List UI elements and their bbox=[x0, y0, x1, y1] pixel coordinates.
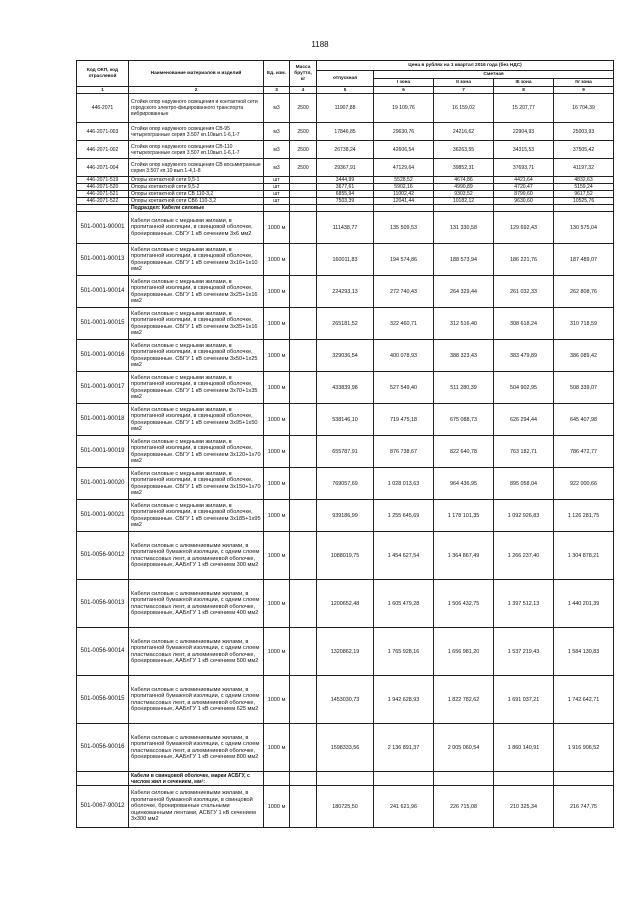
cell-name: Опоры контактной сети СВ 110-3,2 bbox=[129, 191, 264, 198]
cell-name: Кабели силовые с медными жилами, в пропитанной изоляции, в свинцовой оболочке, бронированные. СБГУ 1 кВ сечением 3х150+1х70 мм2 bbox=[129, 468, 264, 500]
cell-price-zone-2: 675 088,73 bbox=[434, 404, 494, 436]
cell-price-otpusknaya: 1320862,19 bbox=[317, 628, 374, 676]
cell-price-otpusknaya: 160011,83 bbox=[317, 244, 374, 276]
cell-code: 501-0056-90012 bbox=[77, 532, 129, 580]
cell-mass: 2500 bbox=[290, 94, 317, 123]
header-name: Наименование материалов и изделий bbox=[129, 61, 264, 87]
cell-price-zone-4: 216 747,75 bbox=[554, 786, 614, 828]
cell-unit: 1000 м bbox=[264, 276, 290, 308]
cell-price-otpusknaya: 3444,99 bbox=[317, 177, 374, 184]
cell-code: 501-0056-90016 bbox=[77, 724, 129, 772]
header-mass: Масса брутто, кг bbox=[290, 61, 317, 87]
cell-name: Кабели силовые с медными жилами, в пропитанной изоляции, в свинцовой оболочке, бронированные. СБГУ 1 кВ сечением 3х120+1х70 мм2 bbox=[129, 436, 264, 468]
empty-cell bbox=[77, 205, 129, 212]
cell-unit: шт bbox=[264, 177, 290, 184]
table-row bbox=[77, 123, 614, 141]
cell-name: Кабели силовые с медными жилами, в пропитанной изоляции, в свинцовой оболочке, бронированные. СБГУ 1 кВ сечением 3х95+1х50 мм2 bbox=[129, 404, 264, 436]
cell-name: Кабели силовые с медными жилами, в пропитанной изоляции, в свинцовой оболочке, бронированные. СБГУ 1 кВ сечением 3х50+1х25 мм2 bbox=[129, 340, 264, 372]
cell-price-zone-4: 37505,42 bbox=[554, 141, 614, 159]
cell-unit: м3 bbox=[264, 94, 290, 123]
cell-price-zone-4: 386 089,42 bbox=[554, 340, 614, 372]
cell-mass: 2500 bbox=[290, 141, 317, 159]
cell-price-otpusknaya: 1088019,75 bbox=[317, 532, 374, 580]
cell-price-zone-2: 1 178 101,35 bbox=[434, 500, 494, 532]
cell-price-zone-3: 8799,60 bbox=[494, 191, 554, 198]
column-number: 2 bbox=[129, 87, 264, 94]
cell-price-zone-1: 194 574,86 bbox=[374, 244, 434, 276]
cell-mass bbox=[290, 177, 317, 184]
cell-price-otpusknaya: 538146,10 bbox=[317, 404, 374, 436]
empty-cell bbox=[554, 205, 614, 212]
cell-price-zone-4: 9617,52 bbox=[554, 191, 614, 198]
cell-price-zone-2: 388 323,43 bbox=[434, 340, 494, 372]
cell-code: 446-2071 bbox=[77, 94, 129, 123]
empty-cell bbox=[434, 772, 494, 786]
cell-code: 501-0001-90019 bbox=[77, 436, 129, 468]
cell-price-zone-3: 186 221,76 bbox=[494, 244, 554, 276]
cell-price-zone-3: 763 182,71 bbox=[494, 436, 554, 468]
cell-price-zone-3: 129 692,43 bbox=[494, 212, 554, 244]
cell-price-zone-2: 188 573,94 bbox=[434, 244, 494, 276]
table-row bbox=[77, 372, 614, 404]
cell-price-zone-4: 25003,93 bbox=[554, 123, 614, 141]
empty-cell bbox=[264, 205, 290, 212]
cell-price-zone-3: 261 032,33 bbox=[494, 276, 554, 308]
empty-cell bbox=[374, 772, 434, 786]
cell-price-zone-4: 922 000,66 bbox=[554, 468, 614, 500]
cell-code: 446-2071-522 bbox=[77, 198, 129, 205]
cell-name: Кабели силовые с алюминиевыми жилами, в пропитанной бумажной изоляции, с одним слоем пластмассовых лент, в алюминиевой оболочке, бронированные, ААБлГУ 1 кВ сечением 800 мм2 bbox=[129, 724, 264, 772]
cell-price-zone-4: 508 339,07 bbox=[554, 372, 614, 404]
cell-price-zone-1: 5902,16 bbox=[374, 184, 434, 191]
cell-name: Кабели силовые с медными жилами, в пропитанной изоляции, в свинцовой оболочке, бронированные. СБГУ 1 кВ сечением 3х6 мм2 bbox=[129, 212, 264, 244]
cell-price-zone-1: 29630,76 bbox=[374, 123, 434, 141]
empty-cell bbox=[374, 205, 434, 212]
cell-price-zone-4: 1 916 906,52 bbox=[554, 724, 614, 772]
cell-code: 501-0056-90014 bbox=[77, 628, 129, 676]
cell-price-zone-4: 262 808,76 bbox=[554, 276, 614, 308]
table-row bbox=[77, 94, 614, 123]
cell-price-zone-1: 719 475,18 bbox=[374, 404, 434, 436]
cell-price-zone-1: 400 078,93 bbox=[374, 340, 434, 372]
header-smetnaya: Сметная bbox=[374, 71, 614, 79]
cell-code: 501-0001-90020 bbox=[77, 468, 129, 500]
cell-price-zone-1: 5528,52 bbox=[374, 177, 434, 184]
cell-price-zone-1: 876 738,67 bbox=[374, 436, 434, 468]
cell-price-zone-1: 42606,54 bbox=[374, 141, 434, 159]
section-title: Подраздел: Кабели силовые bbox=[129, 205, 264, 212]
cell-price-otpusknaya: 1200652,48 bbox=[317, 580, 374, 628]
header-zone-1: I зона bbox=[374, 79, 434, 87]
table-row bbox=[77, 212, 614, 244]
cell-name: Кабели силовые с медными жилами, в пропитанной изоляции, в свинцовой оболочке, бронированные. СБГУ 1 кВ сечением 3х16+1х10 мм2 bbox=[129, 244, 264, 276]
cell-price-zone-1: 1 255 645,69 bbox=[374, 500, 434, 532]
column-number: 6 bbox=[374, 87, 434, 94]
cell-code: 501-0001-90014 bbox=[77, 276, 129, 308]
cell-price-otpusknaya: 111438,77 bbox=[317, 212, 374, 244]
cell-price-zone-4: 1 126 281,75 bbox=[554, 500, 614, 532]
table-row bbox=[77, 308, 614, 340]
cell-price-zone-1: 2 136 891,37 bbox=[374, 724, 434, 772]
column-number: 3 bbox=[264, 87, 290, 94]
cell-code: 501-0056-90015 bbox=[77, 676, 129, 724]
cell-price-zone-1: 527 549,40 bbox=[374, 372, 434, 404]
cell-mass bbox=[290, 276, 317, 308]
cell-price-zone-2: 511 280,39 bbox=[434, 372, 494, 404]
cell-price-otpusknaya: 329036,54 bbox=[317, 340, 374, 372]
cell-price-zone-2: 39852,31 bbox=[434, 159, 494, 177]
section-row bbox=[77, 772, 614, 786]
cell-unit: м3 bbox=[264, 123, 290, 141]
cell-unit: 1000 м bbox=[264, 500, 290, 532]
cell-price-zone-2: 16 159,02 bbox=[434, 94, 494, 123]
cell-price-otpusknaya: 180725,50 bbox=[317, 786, 374, 828]
cell-price-zone-4: 187 489,07 bbox=[554, 244, 614, 276]
column-number: 4 bbox=[290, 87, 317, 94]
cell-name: Стойки опор наружного освещения СВ-95 четырехгранные серия 3.507 кп.10вып.1-6,1-7 bbox=[129, 123, 264, 141]
cell-price-zone-1: 12041,44 bbox=[374, 198, 434, 205]
cell-price-zone-3: 383 479,89 bbox=[494, 340, 554, 372]
cell-price-zone-3: 504 902,95 bbox=[494, 372, 554, 404]
table-row bbox=[77, 532, 614, 580]
cell-unit: 1000 м bbox=[264, 628, 290, 676]
cell-name: Кабели силовые с алюминиевыми жилами, в пропитанной бумажной изоляции, с одним слоем пластмассовых лент, в алюминиевой оболочке, бронированные, ААБлГУ 1 кВ сечением 300 мм2 bbox=[129, 532, 264, 580]
cell-price-zone-4: 1 584 130,83 bbox=[554, 628, 614, 676]
table-row bbox=[77, 244, 614, 276]
cell-price-otpusknaya: 433839,98 bbox=[317, 372, 374, 404]
empty-cell bbox=[494, 772, 554, 786]
cell-price-zone-2: 1 506 432,75 bbox=[434, 580, 494, 628]
section-title: Кабели в свинцовой оболочке, марки АСБГУ, с числом жил и сечением, мм²: bbox=[129, 772, 264, 786]
cell-price-zone-4: 786 472,77 bbox=[554, 436, 614, 468]
cell-code: 501-0001-90016 bbox=[77, 340, 129, 372]
cell-price-zone-3: 1 860 140,91 bbox=[494, 724, 554, 772]
cell-code: 446-2071-521 bbox=[77, 191, 129, 198]
cell-price-zone-4: 4832,63 bbox=[554, 177, 614, 184]
cell-price-zone-2: 1 656 981,20 bbox=[434, 628, 494, 676]
cell-price-zone-2: 24216,62 bbox=[434, 123, 494, 141]
cell-price-otpusknaya: 655787,91 bbox=[317, 436, 374, 468]
cell-mass bbox=[290, 468, 317, 500]
cell-name: Опоры контактной сети 9,5-1 bbox=[129, 177, 264, 184]
table-row bbox=[77, 191, 614, 198]
cell-mass bbox=[290, 532, 317, 580]
cell-price-zone-1: 47129,64 bbox=[374, 159, 434, 177]
cell-unit: 1000 м bbox=[264, 436, 290, 468]
cell-code: 446-2071-519 bbox=[77, 177, 129, 184]
cell-unit: 1000 м bbox=[264, 532, 290, 580]
cell-mass bbox=[290, 436, 317, 468]
column-number: 1 bbox=[77, 87, 129, 94]
empty-cell bbox=[264, 772, 290, 786]
cell-price-otpusknaya: 769057,69 bbox=[317, 468, 374, 500]
cell-price-zone-4: 5159,24 bbox=[554, 184, 614, 191]
cell-code: 446-2071-520 bbox=[77, 184, 129, 191]
empty-cell bbox=[290, 772, 317, 786]
column-number: 9 bbox=[554, 87, 614, 94]
cell-price-otpusknaya: 1453030,73 bbox=[317, 676, 374, 724]
cell-price-zone-1: 135 509,53 bbox=[374, 212, 434, 244]
table-row bbox=[77, 676, 614, 724]
cell-price-zone-3: 4720,47 bbox=[494, 184, 554, 191]
cell-price-otpusknaya: 1598333,56 bbox=[317, 724, 374, 772]
empty-cell bbox=[317, 205, 374, 212]
cell-price-zone-4: 645 407,98 bbox=[554, 404, 614, 436]
cell-price-otpusknaya: 3677,61 bbox=[317, 184, 374, 191]
cell-unit: 1000 м bbox=[264, 372, 290, 404]
cell-price-zone-1: 241 621,96 bbox=[374, 786, 434, 828]
cell-price-zone-3: 37693,71 bbox=[494, 159, 554, 177]
cell-price-zone-1: 1 605 479,28 bbox=[374, 580, 434, 628]
cell-mass: 2500 bbox=[290, 123, 317, 141]
cell-unit: 1000 м bbox=[264, 786, 290, 828]
cell-price-otpusknaya: 6855,94 bbox=[317, 191, 374, 198]
cell-price-zone-2: 10182,12 bbox=[434, 198, 494, 205]
cell-price-zone-4: 310 718,59 bbox=[554, 308, 614, 340]
cell-mass bbox=[290, 212, 317, 244]
cell-price-zone-3: 4421,64 bbox=[494, 177, 554, 184]
empty-cell bbox=[290, 205, 317, 212]
cell-name: Кабели силовые с алюминиевыми жилами, в пропитанной бумажной изоляции, в свинцовой оболочке, бронированные стальными оцинкованными лентами, АСБГУ 1 кВ сечением 3х300 мм2 bbox=[129, 786, 264, 828]
cell-price-otpusknaya: 939186,99 bbox=[317, 500, 374, 532]
cell-price-otpusknaya: 265181,52 bbox=[317, 308, 374, 340]
table-row bbox=[77, 404, 614, 436]
cell-code: 446-2071-002 bbox=[77, 141, 129, 159]
cell-price-zone-1: 19 109,76 bbox=[374, 94, 434, 123]
cell-price-zone-1: 1 942 628,93 bbox=[374, 676, 434, 724]
table-row bbox=[77, 198, 614, 205]
cell-mass bbox=[290, 676, 317, 724]
table-row bbox=[77, 724, 614, 772]
cell-price-zone-1: 1 028 013,63 bbox=[374, 468, 434, 500]
cell-name: Стойки опор наружного освещения СВ восьмигранные серия 3.507 кп.10 вып.1-4,1-8 bbox=[129, 159, 264, 177]
cell-price-zone-4: 10525,76 bbox=[554, 198, 614, 205]
table-body bbox=[77, 94, 614, 828]
cell-price-otpusknaya: 17846,85 bbox=[317, 123, 374, 141]
cell-unit: шт bbox=[264, 191, 290, 198]
cell-price-otpusknaya: 26738,24 bbox=[317, 141, 374, 159]
table-row bbox=[77, 177, 614, 184]
cell-name: Кабели силовые с алюминиевыми жилами, в пропитанной бумажной изоляции, с одним слоем пластмассовых лент, в алюминиевой оболочке, бронированные, ААБлГУ 1 кВ сечением 500 мм2 bbox=[129, 628, 264, 676]
cell-price-otpusknaya: 224293,13 bbox=[317, 276, 374, 308]
cell-price-zone-3: 22904,93 bbox=[494, 123, 554, 141]
header-code: Код ОКП, код отраслевой bbox=[77, 61, 129, 87]
cell-price-otpusknaya: 29367,91 bbox=[317, 159, 374, 177]
cell-price-zone-3: 1 092 926,83 bbox=[494, 500, 554, 532]
cell-price-zone-1: 1 454 627,54 bbox=[374, 532, 434, 580]
cell-mass bbox=[290, 404, 317, 436]
cell-price-zone-3: 626 294,44 bbox=[494, 404, 554, 436]
cell-price-zone-3: 1 266 237,40 bbox=[494, 532, 554, 580]
cell-unit: 1000 м bbox=[264, 244, 290, 276]
cell-price-zone-3: 1 691 037,21 bbox=[494, 676, 554, 724]
empty-cell bbox=[434, 205, 494, 212]
cell-price-zone-1: 11002,42 bbox=[374, 191, 434, 198]
cell-price-zone-1: 322 460,71 bbox=[374, 308, 434, 340]
price-table bbox=[76, 60, 614, 828]
header-price-group: Цена в рублях на 1 квартал 2016 года (без НДС) bbox=[317, 61, 614, 71]
cell-price-zone-1: 1 765 928,16 bbox=[374, 628, 434, 676]
cell-price-zone-2: 312 516,40 bbox=[434, 308, 494, 340]
cell-code: 446-2071-003 bbox=[77, 123, 129, 141]
cell-name: Кабели силовые с медными жилами, в пропитанной изоляции, в свинцовой оболочке, бронированные. СБГУ 1 кВ сечением 3х70+1х35 мм2 bbox=[129, 372, 264, 404]
cell-price-zone-4: 130 575,04 bbox=[554, 212, 614, 244]
cell-price-zone-2: 4674,86 bbox=[434, 177, 494, 184]
cell-price-zone-3: 210 325,34 bbox=[494, 786, 554, 828]
cell-name: Стойки опор наружного освещения и контактной сети городского электро-фицированного транспорта вибрированные bbox=[129, 94, 264, 123]
cell-price-zone-2: 822 640,78 bbox=[434, 436, 494, 468]
cell-price-zone-2: 964 436,95 bbox=[434, 468, 494, 500]
cell-unit: 1000 м bbox=[264, 212, 290, 244]
table-row bbox=[77, 340, 614, 372]
column-number: 7 bbox=[434, 87, 494, 94]
cell-price-zone-3: 1 397 512,13 bbox=[494, 580, 554, 628]
cell-mass bbox=[290, 786, 317, 828]
cell-unit: шт bbox=[264, 184, 290, 191]
cell-price-zone-3: 308 618,24 bbox=[494, 308, 554, 340]
table-row bbox=[77, 141, 614, 159]
cell-code: 501-0001-90015 bbox=[77, 308, 129, 340]
header-otpusknaya: отпускная bbox=[317, 71, 374, 87]
page-number: 1188 bbox=[311, 40, 329, 49]
section-row bbox=[77, 205, 614, 212]
cell-unit: 1000 м bbox=[264, 340, 290, 372]
column-number-row bbox=[77, 87, 614, 94]
header-zone-3: III зона bbox=[494, 79, 554, 87]
table-row bbox=[77, 159, 614, 177]
cell-price-zone-3: 34315,53 bbox=[494, 141, 554, 159]
cell-mass bbox=[290, 191, 317, 198]
cell-price-zone-3: 1 537 219,43 bbox=[494, 628, 554, 676]
cell-price-zone-2: 4990,89 bbox=[434, 184, 494, 191]
cell-price-zone-1: 272 740,43 bbox=[374, 276, 434, 308]
cell-mass bbox=[290, 628, 317, 676]
cell-unit: 1000 м bbox=[264, 580, 290, 628]
empty-cell bbox=[494, 205, 554, 212]
cell-name: Кабели силовые с медными жилами, в пропитанной изоляции, в свинцовой оболочке, бронированные. СБГУ 1 кВ сечением 3х185+1х95 мм2 bbox=[129, 500, 264, 532]
cell-price-otpusknaya: 7503,39 bbox=[317, 198, 374, 205]
cell-code: 501-0001-90001 bbox=[77, 212, 129, 244]
cell-price-zone-2: 9303,52 bbox=[434, 191, 494, 198]
cell-code: 501-0001-90018 bbox=[77, 404, 129, 436]
cell-unit: 1000 м bbox=[264, 404, 290, 436]
cell-unit: 1000 м bbox=[264, 468, 290, 500]
cell-mass: 2500 bbox=[290, 159, 317, 177]
cell-mass bbox=[290, 244, 317, 276]
cell-price-zone-4: 1 304 878,21 bbox=[554, 532, 614, 580]
cell-price-zone-4: 1 742 642,71 bbox=[554, 676, 614, 724]
cell-mass bbox=[290, 198, 317, 205]
cell-unit: шт bbox=[264, 198, 290, 205]
cell-unit: м3 bbox=[264, 159, 290, 177]
table-row bbox=[77, 276, 614, 308]
cell-unit: 1000 м bbox=[264, 676, 290, 724]
cell-mass bbox=[290, 724, 317, 772]
empty-cell bbox=[317, 772, 374, 786]
cell-price-zone-3: 895 058,04 bbox=[494, 468, 554, 500]
cell-mass bbox=[290, 500, 317, 532]
cell-price-zone-2: 226 715,08 bbox=[434, 786, 494, 828]
cell-code: 501-0001-90013 bbox=[77, 244, 129, 276]
column-number: 5 bbox=[317, 87, 374, 94]
table-row bbox=[77, 628, 614, 676]
cell-code: 501-0001-90021 bbox=[77, 500, 129, 532]
table-row bbox=[77, 580, 614, 628]
cell-code: 446-2071-004 bbox=[77, 159, 129, 177]
cell-price-zone-3: 9630,60 bbox=[494, 198, 554, 205]
cell-code: 501-0067-90012 bbox=[77, 786, 129, 828]
cell-code: 501-0001-90017 bbox=[77, 372, 129, 404]
cell-unit: м3 bbox=[264, 141, 290, 159]
empty-cell bbox=[554, 772, 614, 786]
empty-cell bbox=[77, 772, 129, 786]
cell-code: 501-0056-90013 bbox=[77, 580, 129, 628]
header-zone-4: IV зона bbox=[554, 79, 614, 87]
column-number: 8 bbox=[494, 87, 554, 94]
cell-unit: 1000 м bbox=[264, 724, 290, 772]
cell-mass bbox=[290, 184, 317, 191]
cell-mass bbox=[290, 372, 317, 404]
cell-name: Кабели силовые с медными жилами, в пропитанной изоляции, в свинцовой оболочке, бронированные. СБГУ 1 кВ сечением 3х35+1х16 мм2 bbox=[129, 308, 264, 340]
cell-name: Опоры контактной сети 9,5-2 bbox=[129, 184, 264, 191]
table-row bbox=[77, 786, 614, 828]
table-row bbox=[77, 184, 614, 191]
cell-mass bbox=[290, 340, 317, 372]
cell-mass bbox=[290, 308, 317, 340]
cell-name: Кабели силовые с алюминиевыми жилами, в пропитанной бумажной изоляции, с одним слоем пластмассовых лент, в алюминиевой оболочке, бронированные, ААБлГУ 1 кВ сечением 625 мм2 bbox=[129, 676, 264, 724]
cell-price-zone-4: 1 440 201,39 bbox=[554, 580, 614, 628]
cell-price-zone-2: 1 364 867,49 bbox=[434, 532, 494, 580]
header-zone-2: II зона bbox=[434, 79, 494, 87]
cell-price-zone-3: 15 207,77 bbox=[494, 94, 554, 123]
cell-name: Кабели силовые с алюминиевыми жилами, в пропитанной бумажной изоляции, с одним слоем пластмассовых лент, в алюминиевой оболочке, бронированные, ААБлГУ 1 кВ сечением 400 мм2 bbox=[129, 580, 264, 628]
cell-price-zone-2: 264 329,44 bbox=[434, 276, 494, 308]
header-unit: Ед. изм. bbox=[264, 61, 290, 87]
table-row bbox=[77, 500, 614, 532]
table-row bbox=[77, 436, 614, 468]
cell-name: Опоры контактной сети СВ6 110-3,2 bbox=[129, 198, 264, 205]
cell-price-otpusknaya: 11907,88 bbox=[317, 94, 374, 123]
cell-price-zone-2: 131 330,58 bbox=[434, 212, 494, 244]
cell-price-zone-4: 16 704,39 bbox=[554, 94, 614, 123]
cell-unit: 1000 м bbox=[264, 308, 290, 340]
cell-mass bbox=[290, 580, 317, 628]
cell-name: Стойки опор наружного освещения СВ-110 четырехгранные серия 3.507 кп.10вып.1-6,1-7 bbox=[129, 141, 264, 159]
cell-price-zone-2: 1 822 782,62 bbox=[434, 676, 494, 724]
table-row bbox=[77, 468, 614, 500]
cell-price-zone-2: 2 005 060,54 bbox=[434, 724, 494, 772]
cell-name: Кабели силовые с медными жилами, в пропитанной изоляции, в свинцовой оболочке, бронированные. СБГУ 1 кВ сечением 3х25+1х16 мм2 bbox=[129, 276, 264, 308]
cell-price-zone-4: 41197,32 bbox=[554, 159, 614, 177]
cell-price-zone-2: 36263,55 bbox=[434, 141, 494, 159]
